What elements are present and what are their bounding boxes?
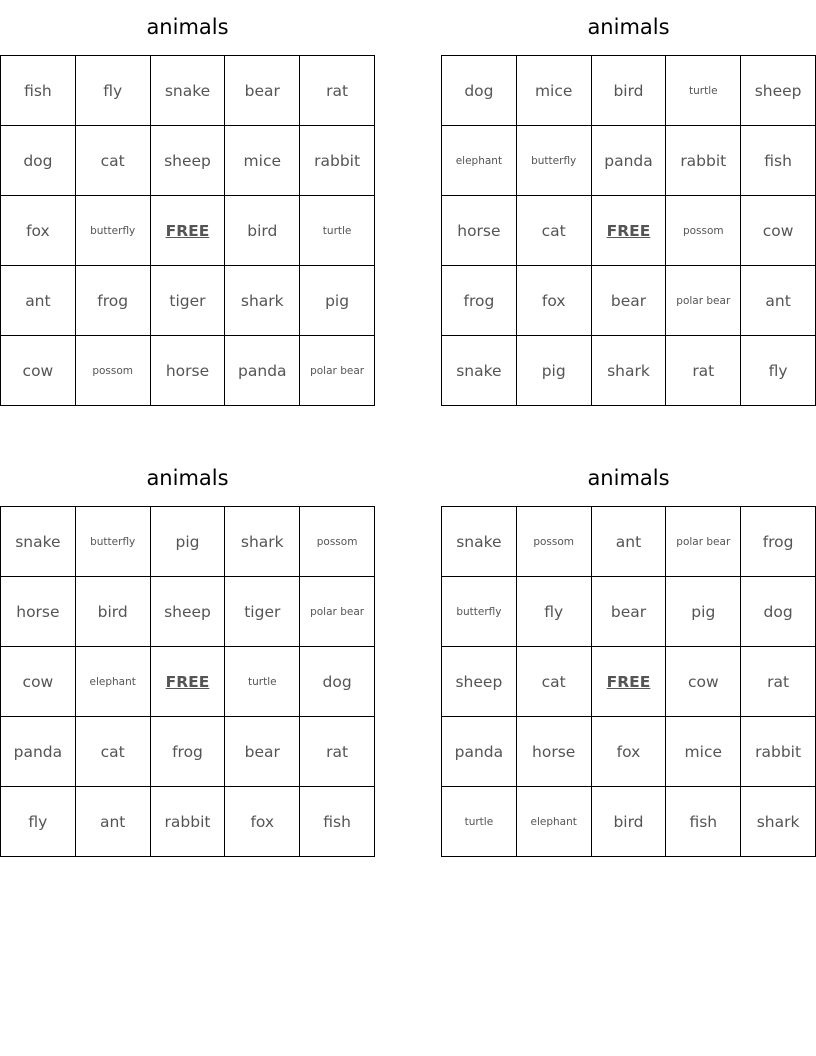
grid-cell: bear bbox=[225, 56, 300, 126]
bingo-card-2 bbox=[441, 0, 816, 406]
grid-cell: elephant bbox=[516, 787, 591, 857]
bingo-grid bbox=[0, 55, 375, 406]
grid-cell: panda bbox=[591, 126, 666, 196]
grid-cell: rat bbox=[300, 56, 375, 126]
grid-cell: shark bbox=[225, 266, 300, 336]
grid-cell: shark bbox=[591, 336, 666, 406]
grid-cell: pig bbox=[300, 266, 375, 336]
grid-cell: turtle bbox=[666, 56, 741, 126]
grid-cell: fox bbox=[225, 787, 300, 857]
grid-cell: sheep bbox=[150, 577, 225, 647]
grid-row bbox=[442, 336, 816, 406]
grid-cell: snake bbox=[442, 336, 517, 406]
grid-cell: rabbit bbox=[150, 787, 225, 857]
bingo-card-3 bbox=[0, 451, 375, 857]
grid-row bbox=[442, 717, 816, 787]
grid-row bbox=[1, 56, 375, 126]
grid-row bbox=[442, 196, 816, 266]
grid-row bbox=[1, 647, 375, 717]
grid-row bbox=[442, 577, 816, 647]
grid-cell: sheep bbox=[741, 56, 816, 126]
grid-cell: panda bbox=[1, 717, 76, 787]
grid-cell: cat bbox=[516, 196, 591, 266]
grid-cell: possom bbox=[666, 196, 741, 266]
grid-cell: polar bear bbox=[300, 577, 375, 647]
grid-cell: fly bbox=[516, 577, 591, 647]
grid-cell: rat bbox=[666, 336, 741, 406]
grid-cell: turtle bbox=[225, 647, 300, 717]
grid-cell: frog bbox=[442, 266, 517, 336]
grid-cell: rat bbox=[741, 647, 816, 717]
grid-cell: mice bbox=[225, 126, 300, 196]
grid-row bbox=[442, 266, 816, 336]
grid-row bbox=[442, 126, 816, 196]
grid-cell: turtle bbox=[442, 787, 517, 857]
bingo-grid bbox=[441, 506, 816, 857]
grid-cell: butterfly bbox=[516, 126, 591, 196]
grid-cell: fly bbox=[741, 336, 816, 406]
grid-cell: sheep bbox=[150, 126, 225, 196]
free-cell: FREE bbox=[591, 196, 666, 266]
grid-cell: rabbit bbox=[741, 717, 816, 787]
grid-cell: cat bbox=[75, 717, 150, 787]
card-title: animals bbox=[587, 466, 670, 490]
grid-cell: pig bbox=[150, 507, 225, 577]
grid-cell: tiger bbox=[150, 266, 225, 336]
grid-cell: cow bbox=[1, 336, 76, 406]
grid-cell: horse bbox=[150, 336, 225, 406]
card-title: animals bbox=[146, 466, 229, 490]
grid-cell: ant bbox=[1, 266, 76, 336]
grid-cell: fox bbox=[591, 717, 666, 787]
grid-cell: butterfly bbox=[75, 507, 150, 577]
grid-cell: shark bbox=[741, 787, 816, 857]
grid-cell: horse bbox=[442, 196, 517, 266]
free-cell: FREE bbox=[591, 647, 666, 717]
bingo-card-4 bbox=[441, 451, 816, 857]
free-cell: FREE bbox=[150, 647, 225, 717]
grid-cell: bird bbox=[225, 196, 300, 266]
grid-row bbox=[1, 196, 375, 266]
grid-cell: fox bbox=[516, 266, 591, 336]
grid-row bbox=[1, 507, 375, 577]
grid-cell: polar bear bbox=[666, 507, 741, 577]
grid-cell: pig bbox=[666, 577, 741, 647]
grid-cell: dog bbox=[300, 647, 375, 717]
grid-cell: snake bbox=[1, 507, 76, 577]
grid-cell: fish bbox=[666, 787, 741, 857]
grid-cell: frog bbox=[741, 507, 816, 577]
grid-cell: mice bbox=[666, 717, 741, 787]
grid-cell: fox bbox=[1, 196, 76, 266]
grid-cell: snake bbox=[150, 56, 225, 126]
grid-cell: pig bbox=[516, 336, 591, 406]
grid-cell: rabbit bbox=[666, 126, 741, 196]
grid-cell: fly bbox=[1, 787, 76, 857]
grid-cell: fish bbox=[741, 126, 816, 196]
grid-cell: rat bbox=[300, 717, 375, 787]
bingo-grid bbox=[441, 55, 816, 406]
grid-cell: butterfly bbox=[442, 577, 517, 647]
grid-cell: ant bbox=[741, 266, 816, 336]
grid-row bbox=[442, 56, 816, 126]
grid-cell: bear bbox=[591, 577, 666, 647]
free-cell: FREE bbox=[150, 196, 225, 266]
grid-cell: fish bbox=[300, 787, 375, 857]
grid-cell: ant bbox=[591, 507, 666, 577]
grid-cell: shark bbox=[225, 507, 300, 577]
grid-cell: mice bbox=[516, 56, 591, 126]
grid-cell: turtle bbox=[300, 196, 375, 266]
grid-row bbox=[1, 787, 375, 857]
grid-row bbox=[442, 787, 816, 857]
grid-row bbox=[442, 507, 816, 577]
grid-cell: elephant bbox=[75, 647, 150, 717]
grid-cell: bird bbox=[75, 577, 150, 647]
grid-cell: horse bbox=[1, 577, 76, 647]
grid-cell: polar bear bbox=[300, 336, 375, 406]
grid-cell: panda bbox=[442, 717, 517, 787]
grid-row bbox=[1, 266, 375, 336]
grid-cell: polar bear bbox=[666, 266, 741, 336]
grid-cell: bird bbox=[591, 787, 666, 857]
grid-cell: horse bbox=[516, 717, 591, 787]
grid-cell: snake bbox=[442, 507, 517, 577]
grid-row bbox=[1, 577, 375, 647]
grid-cell: bird bbox=[591, 56, 666, 126]
grid-cell: frog bbox=[150, 717, 225, 787]
grid-cell: butterfly bbox=[75, 196, 150, 266]
grid-cell: panda bbox=[225, 336, 300, 406]
bingo-card-1 bbox=[0, 0, 375, 406]
grid-cell: sheep bbox=[442, 647, 517, 717]
grid-cell: dog bbox=[1, 126, 76, 196]
grid-cell: fly bbox=[75, 56, 150, 126]
grid-cell: cat bbox=[75, 126, 150, 196]
grid-cell: rabbit bbox=[300, 126, 375, 196]
card-title: animals bbox=[146, 15, 229, 39]
grid-cell: bear bbox=[591, 266, 666, 336]
grid-cell: dog bbox=[741, 577, 816, 647]
grid-cell: ant bbox=[75, 787, 150, 857]
grid-cell: fish bbox=[1, 56, 76, 126]
grid-cell: cow bbox=[1, 647, 76, 717]
grid-cell: frog bbox=[75, 266, 150, 336]
grid-cell: possom bbox=[75, 336, 150, 406]
grid-row bbox=[1, 717, 375, 787]
grid-cell: dog bbox=[442, 56, 517, 126]
grid-cell: elephant bbox=[442, 126, 517, 196]
grid-cell: tiger bbox=[225, 577, 300, 647]
grid-cell: cat bbox=[516, 647, 591, 717]
grid-row bbox=[1, 126, 375, 196]
grid-cell: bear bbox=[225, 717, 300, 787]
grid-cell: possom bbox=[300, 507, 375, 577]
grid-cell: cow bbox=[741, 196, 816, 266]
bingo-grid bbox=[0, 506, 375, 857]
grid-row bbox=[1, 336, 375, 406]
grid-cell: possom bbox=[516, 507, 591, 577]
grid-row bbox=[442, 647, 816, 717]
grid-cell: cow bbox=[666, 647, 741, 717]
card-title: animals bbox=[587, 15, 670, 39]
